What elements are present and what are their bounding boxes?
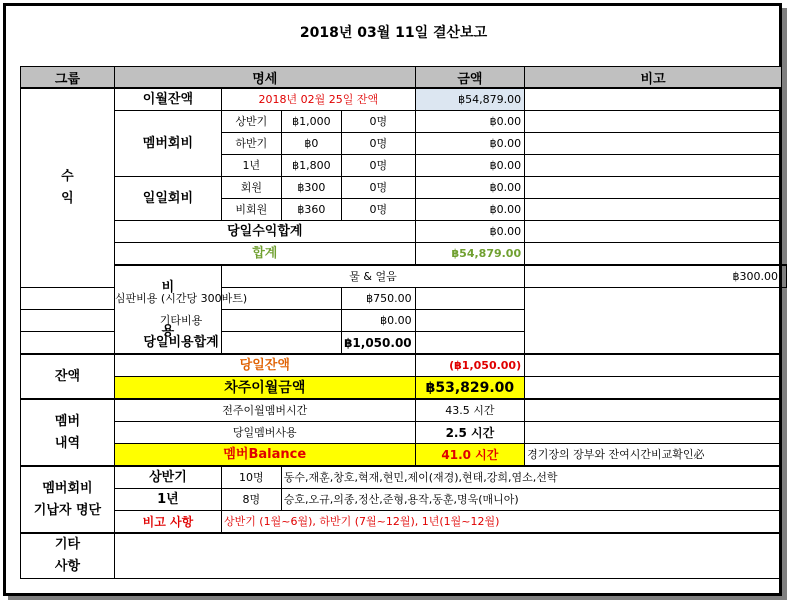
daily-income-total: ฿0.00 [415, 221, 524, 243]
next-balance-value: ฿53,829.00 [415, 377, 524, 400]
member-period: 상반기 [221, 111, 281, 133]
member-count: 0명 [342, 155, 416, 177]
expense-row [21, 265, 787, 288]
roster-row [21, 466, 787, 489]
header-row [21, 67, 787, 89]
expense-amount: ฿300.00 [525, 265, 782, 288]
member-used-value: 2.5 시간 [415, 422, 524, 444]
roster-count: 8명 [221, 489, 281, 511]
report-title: 2018년 03월 11일 결산보고 [299, 25, 488, 41]
roster-note-label: 비고 사항 [114, 511, 221, 534]
expense-amount: ฿0.00 [342, 310, 416, 332]
member-prev-value: 43.5 시간 [415, 399, 524, 422]
header-detail: 명세 [114, 67, 415, 89]
daily-balance-value: (฿1,050.00) [415, 354, 524, 377]
roster-row [21, 489, 787, 511]
member-period: 하반기 [221, 133, 281, 155]
daily-balance-row [21, 354, 787, 377]
member-fee-row [21, 111, 787, 133]
expense-label: 물 & 얼음 [221, 265, 524, 288]
member-used-label: 당일멤버사용 [114, 422, 415, 444]
daily-type: 비회원 [221, 199, 281, 221]
roster-names: 승호,오규,의종,정산,준형,용작,동훈,명욱(매니아) [281, 489, 781, 511]
member-prev-row [21, 399, 787, 422]
member-count: 0명 [342, 111, 416, 133]
daily-balance-label: 당일잔액 [114, 354, 415, 377]
member-amount: ฿0.00 [415, 111, 524, 133]
roster-group-cell: 멤버회비 기납자 명단 [21, 466, 115, 533]
income-sum-label: 합계 [114, 243, 415, 266]
balance-group-cell: 잔액 [21, 354, 115, 399]
carry-amount: ฿54,879.00 [415, 88, 524, 111]
member-price: ฿0 [281, 133, 341, 155]
etc-row [21, 533, 787, 579]
daily-amount: ฿0.00 [415, 199, 524, 221]
expense-total: ฿1,050.00 [342, 332, 416, 355]
expense-label: 심판비용 (시간당 300바트) [21, 288, 342, 310]
roster-period: 1년 [114, 489, 221, 511]
expense-total-label: 당일비용합계 [21, 332, 342, 355]
member-balance-note: 경기장의 장부와 잔여시간비교확인必 [525, 444, 782, 467]
income-group-cell: 수 익 [21, 88, 115, 288]
carry-note [525, 88, 782, 111]
expense-total-row [21, 332, 787, 355]
member-price: ฿1,800 [281, 155, 341, 177]
roster-period: 상반기 [114, 466, 221, 489]
member-fee-label: 멤버회비 [114, 111, 221, 177]
roster-count: 10명 [221, 466, 281, 489]
expense-amount: ฿750.00 [342, 288, 416, 310]
header-group: 그룹 [21, 67, 115, 89]
daily-amount: ฿0.00 [415, 177, 524, 199]
member-prev-label: 전주이월멤버시간 [114, 399, 415, 422]
daily-count: 0명 [342, 177, 416, 199]
member-count: 0명 [342, 133, 416, 155]
roster-note-text: 상반기 (1월~6월), 하반기 (7월~12월), 1년(1월~12월) [221, 511, 781, 534]
expense-row [21, 310, 787, 332]
roster-names: 동수,재훈,창호,혁재,현민,제이(재경),현태,강희,염소,선학 [281, 466, 781, 489]
expense-group-cell: 비 용 [114, 265, 221, 354]
member-period: 1년 [221, 155, 281, 177]
member-balance-row [21, 444, 787, 467]
member-history-group-cell: 멤버 내역 [21, 399, 115, 466]
income-sum-row [21, 243, 787, 266]
member-balance-label: 멤버Balance [114, 444, 415, 467]
carry-row [21, 88, 787, 111]
member-amount: ฿0.00 [415, 155, 524, 177]
next-balance-label: 차주이월금액 [114, 377, 415, 400]
expense-row [21, 288, 787, 310]
daily-count: 0명 [342, 199, 416, 221]
daily-fee-label: 일일회비 [114, 177, 221, 221]
roster-note-row [21, 511, 787, 534]
daily-price: ฿360 [281, 199, 341, 221]
settlement-table [20, 66, 787, 579]
carry-desc: 2018년 02월 25일 잔액 [221, 88, 415, 111]
daily-income-total-row [21, 221, 787, 243]
daily-type: 회원 [221, 177, 281, 199]
header-amount: 금액 [415, 67, 524, 89]
member-balance-value: 41.0 시간 [415, 444, 524, 467]
etc-group-cell: 기타 사항 [21, 533, 115, 579]
member-used-row [21, 422, 787, 444]
next-balance-row [21, 377, 787, 400]
member-amount: ฿0.00 [415, 133, 524, 155]
expense-label: 기타비용 [21, 310, 342, 332]
daily-income-total-label: 당일수익합계 [114, 221, 415, 243]
daily-price: ฿300 [281, 177, 341, 199]
daily-fee-row [21, 177, 787, 199]
member-price: ฿1,000 [281, 111, 341, 133]
etc-content [114, 533, 781, 579]
income-sum: ฿54,879.00 [415, 243, 524, 266]
header-note: 비고 [525, 67, 782, 89]
carry-label: 이월잔액 [114, 88, 221, 111]
